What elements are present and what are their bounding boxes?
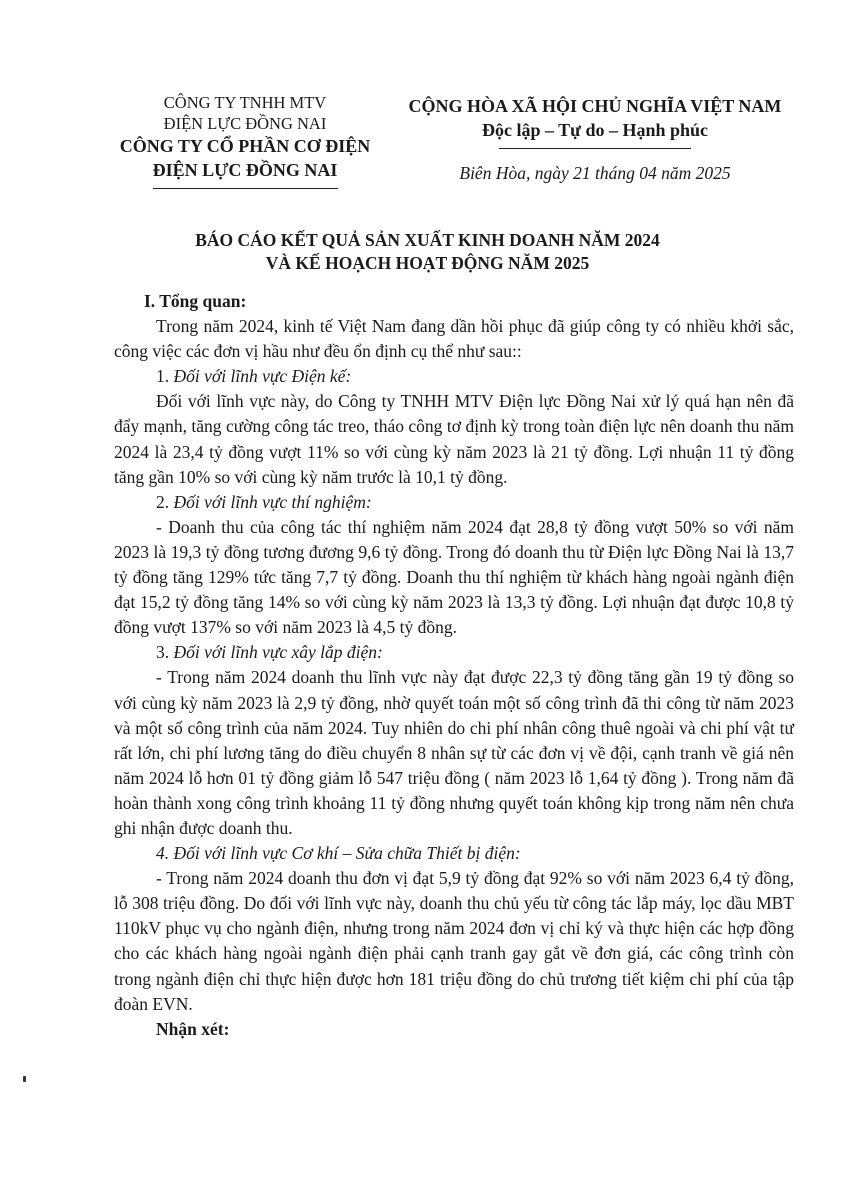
item-number: 1. xyxy=(156,366,170,387)
scan-mark xyxy=(23,1076,26,1082)
parent-company-line2: ĐIỆN LỰC ĐỒNG NAI xyxy=(163,114,327,133)
company-header xyxy=(95,92,395,189)
motto-underline xyxy=(499,148,691,149)
item-number: 2. xyxy=(156,491,170,512)
item-paragraph-3: - Trong năm 2024 doanh thu lĩnh vực này đạt được 22,3 tỷ đồng tăng gần 19 tỷ đồng so với cùng kỳ năm 2023 là 2,9 tỷ đồng, nhờ quyết toán một số công trình đã thi công từ năm 2023 và một số công trình của năm 2024. Tuy nhiên do chi phí nhân công thuê ngoài và chi phí vật tư rất lớn, chi phí lương tăng do điều chuyển 8 nhân sự từ các đơn vị về đội, cạnh tranh về giá nên năm 2024 lỗ hơn 01 tỷ đồng giảm lỗ 547 triệu đồng ( năm 2023 lỗ 1,64 tỷ đồng ). Trong năm đã hoàn thành xong công trình khoảng 11 tỷ đồng nhưng quyết toán không kịp trong năm nên chưa ghi nhận được doanh thu. xyxy=(114,667,794,838)
document-date: Biên Hòa, ngày 21 tháng 04 năm 2025 xyxy=(459,163,731,183)
report-title xyxy=(60,229,795,275)
item-title: Đối với lĩnh vực thí nghiệm: xyxy=(173,491,372,512)
national-motto: Độc lập – Tự do – Hạnh phúc xyxy=(481,120,709,140)
item-paragraph-2: - Doanh thu của công tác thí nghiệm năm 2024 đạt 28,8 tỷ đồng vượt 50% so với năm 2023 là 19,3 tỷ đồng tương đương 9,6 tỷ đồng. Trong đó doanh thu từ Điện lực Đồng Nai là 13,7 tỷ đồng tăng 129% tức tăng 7,7 tỷ đồng. Doanh thu thí nghiệm từ khách hàng ngoài ngành điện đạt 15,2 tỷ đồng tăng 14% so với cùng kỳ năm 2023 là 13,3 tỷ đồng. Lợi nhuận đạt được 10,8 tỷ đồng vượt 137% so với năm 2023 là 4,5 tỷ đồng. xyxy=(114,516,794,638)
section-heading: I. Tổng quan: xyxy=(144,291,247,311)
item-heading-2 xyxy=(114,490,794,515)
item-number: 3. xyxy=(156,642,170,663)
item-heading-4 xyxy=(114,841,794,866)
company-name-line2: ĐIỆN LỰC ĐỒNG NAI xyxy=(152,160,338,180)
item-heading-3 xyxy=(114,640,794,665)
item-paragraph-1: Đối với lĩnh vực này, do Công ty TNHH MTV Điện lực Đồng Nai xử lý quá hạn nên đã đẩy mạnh, tăng cường công tác treo, tháo công tơ định kỳ trong toàn điện lực nên doanh thu năm 2024 là 23,4 tỷ đồng vượt 11% so với cùng kỳ năm 2023 là 21 tỷ đồng. Lợi nhuận 11 tỷ đồng tăng gần 10% so với cùng kỳ năm trước là 10,1 tỷ đồng. xyxy=(114,391,794,487)
item-title: Đối với lĩnh vực Cơ khí – Sửa chữa Thiết bị điện: xyxy=(173,843,521,864)
parent-company-line1: CÔNG TY TNHH MTV xyxy=(163,93,327,112)
remark-heading: Nhận xét: xyxy=(156,1018,230,1039)
company-name-line1: CÔNG TY CỔ PHẦN CƠ ĐIỆN xyxy=(119,136,371,156)
section-intro: Trong năm 2024, kinh tế Việt Nam đang dần hồi phục đã giúp công ty có nhiều khởi sắc, công việc các đơn vị hầu như đều ổn định cụ thể như sau:: xyxy=(114,316,794,362)
item-title: Đối với lĩnh vực Điện kế: xyxy=(173,366,352,387)
report-body xyxy=(114,289,794,1042)
item-number: 4. xyxy=(156,843,170,864)
item-heading-1 xyxy=(114,364,794,389)
report-title-line1: BÁO CÁO KẾT QUẢ SẢN XUẤT KINH DOANH NĂM 2024 xyxy=(195,230,660,250)
item-title: Đối với lĩnh vực xây lắp điện: xyxy=(173,642,383,663)
report-title-line2: VÀ KẾ HOẠCH HOẠT ĐỘNG NĂM 2025 xyxy=(265,253,590,273)
nation-title: CỘNG HÒA XÃ HỘI CHỦ NGHĨA VIỆT NAM xyxy=(408,96,782,116)
national-header xyxy=(385,94,805,185)
item-paragraph-4: - Trong năm 2024 doanh thu đơn vị đạt 5,9 tỷ đồng đạt 92% so với năm 2023 6,4 tỷ đồng, lỗ 308 triệu đồng. Do đối với lĩnh vực này, doanh thu chủ yếu từ công tác lắp máy, lọc dầu MBT 110kV phục vụ cho ngành điện, nhưng trong năm 2024 đơn vị chỉ ký và thực hiện các hợp đồng cho các khách hàng ngoài ngành điện phải cạnh tranh gay gắt về đơn giá, các công trình còn trong ngành điện chỉ thực hiện được hơn 181 triệu đồng do chủ trương tiết kiệm chi phí của tập đoàn EVN. xyxy=(114,868,794,1014)
company-underline xyxy=(153,188,338,189)
